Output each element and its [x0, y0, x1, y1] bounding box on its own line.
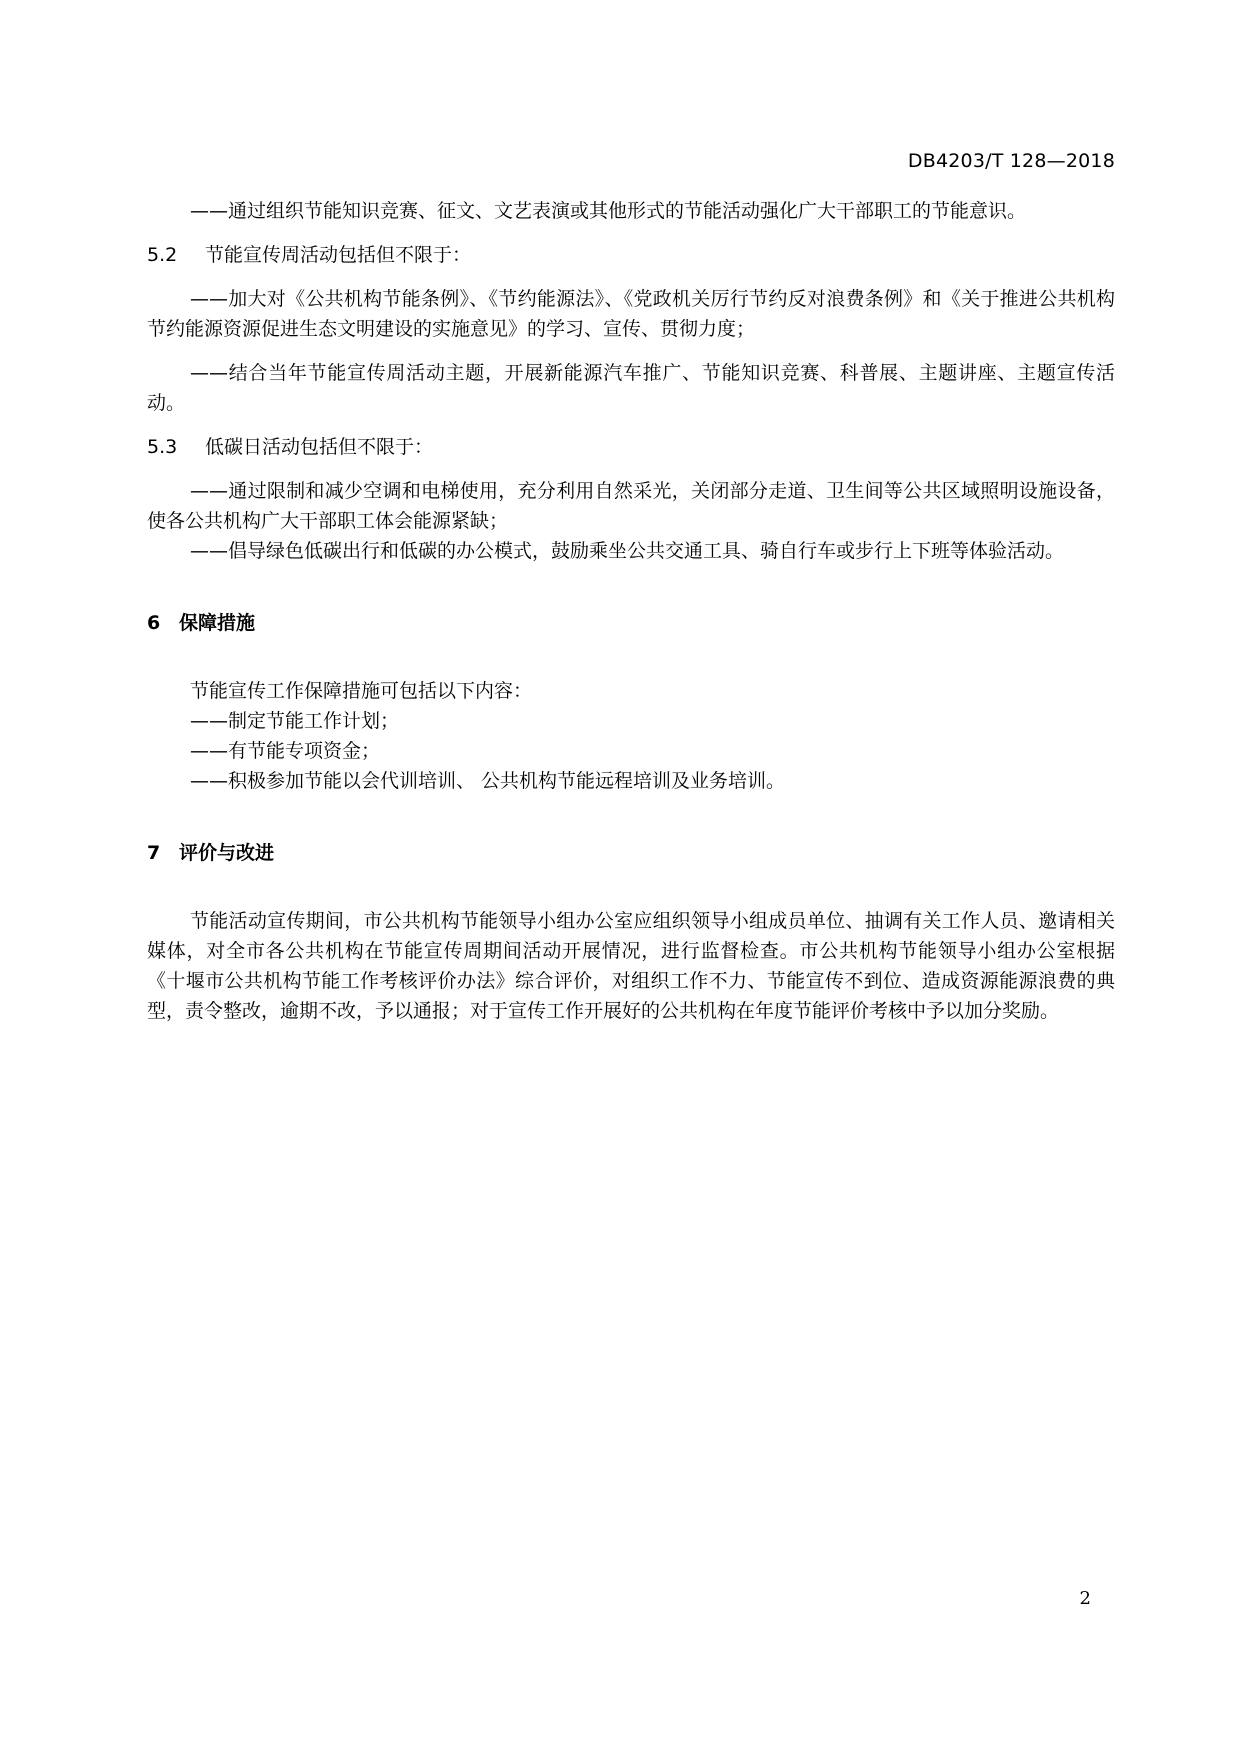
section-heading-7 — [147, 838, 1115, 868]
list-item: ——倡导绿色低碳出行和低碳的办公模式，鼓励乘坐公共交通工具、骑自行车或步行上下班等体验活动。 — [190, 540, 1065, 562]
clause-title: 节能宣传周活动包括但不限于： — [205, 244, 472, 266]
paragraph-evaluation: 节能活动宣传期间，市公共机构节能领导小组办公室应组织领导小组成员单位、抽调有关工作人员、邀请相关媒体，对全市各公共机构在节能宣传周期间活动开展情况，进行监督检查。市公共机构节能领导小组办公室根据《十堰市公共机构节能工作考核评价办法》综合评价，对组织工作不力、节能宣传不到位、造成资源能源浪费的典型，责令整改，逾期不改，予以通报；对于宣传工作开展好的公共机构在年度节能评价考核中予以加分奖励。 — [147, 910, 1115, 1022]
list-item: ——制定节能工作计划； — [190, 710, 400, 732]
clause-5-3 — [147, 432, 1115, 462]
clause-title: 低碳日活动包括但不限于： — [205, 436, 434, 458]
document-body — [147, 196, 1115, 1026]
list-item: ——有节能专项资金； — [190, 740, 381, 762]
list-item: ——结合当年节能宣传周活动主题，开展新能源汽车推广、节能知识竞赛、科普展、主题讲座、主题宣传活动。 — [147, 362, 1115, 414]
list-item: ——通过限制和减少空调和电梯使用，充分利用自然采光，关闭部分走道、卫生间等公共区域照明设施设备，使各公共机构广大干部职工体会能源紧缺； — [147, 480, 1115, 532]
section-title: 保障措施 — [179, 612, 256, 634]
section-number: 6 — [147, 612, 161, 634]
paragraph-measures-intro: 节能宣传工作保障措施可包括以下内容： — [190, 680, 533, 702]
clause-number: 5.3 — [147, 436, 178, 458]
clause-number: 5.2 — [147, 244, 178, 266]
page-number: 2 — [1079, 1588, 1091, 1609]
list-item: ——加大对《公共机构节能条例》、《节约能源法》、《党政机关厉行节约反对浪费条例》和《关于推进公共机构节约能源资源促进生态文明建设的实施意见》的学习、宣传、贯彻力度； — [147, 288, 1115, 340]
section-number: 7 — [147, 842, 161, 864]
section-heading-6 — [147, 608, 1115, 638]
list-item: ——积极参加节能以会代训培训、 公共机构节能远程培训及业务培训。 — [190, 770, 786, 792]
clause-5-2 — [147, 240, 1115, 270]
document-code: DB4203/T 128—2018 — [907, 150, 1115, 172]
paragraph-intro: ——通过组织节能知识竞赛、征文、文艺表演或其他形式的节能活动强化广大干部职工的节能意识。 — [190, 200, 1027, 222]
section-title: 评价与改进 — [179, 842, 275, 864]
